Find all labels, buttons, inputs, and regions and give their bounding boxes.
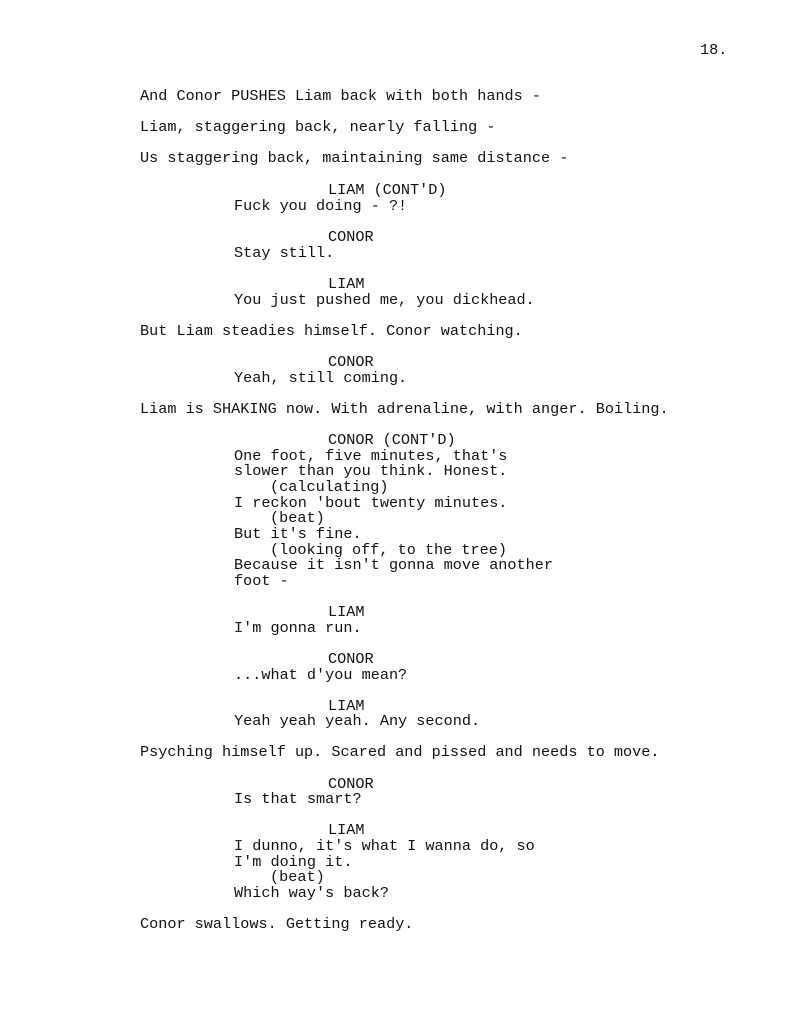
script-parenthetical: (beat) xyxy=(270,509,325,527)
script-character: CONOR xyxy=(328,650,374,668)
script-dialogue: Yeah, still coming. xyxy=(234,369,408,387)
script-dialogue: Stay still. xyxy=(234,244,335,262)
script-dialogue: But it's fine. xyxy=(234,525,362,543)
script-dialogue: I reckon 'bout twenty minutes. xyxy=(234,494,508,512)
script-dialogue: Fuck you doing - ?! xyxy=(234,197,408,215)
page-number: 18. xyxy=(700,41,728,59)
script-action: Liam, staggering back, nearly falling - xyxy=(140,118,496,136)
script-action: And Conor PUSHES Liam back with both hands - xyxy=(140,87,542,105)
script-character: LIAM xyxy=(328,697,365,715)
script-dialogue: I dunno, it's what I wanna do, so xyxy=(234,837,535,855)
script-dialogue: Which way's back? xyxy=(234,884,389,902)
script-character: LIAM xyxy=(328,821,365,839)
script-parenthetical: (looking off, to the tree) xyxy=(270,541,507,559)
script-character: LIAM xyxy=(328,603,365,621)
script-action: But Liam steadies himself. Conor watching. xyxy=(140,322,523,340)
script-character: LIAM xyxy=(328,275,365,293)
script-dialogue: slower than you think. Honest. xyxy=(234,462,508,480)
script-dialogue: I'm doing it. xyxy=(234,853,353,871)
script-action: Us staggering back, maintaining same distance - xyxy=(140,149,569,167)
script-character: CONOR xyxy=(328,228,374,246)
script-dialogue: Is that smart? xyxy=(234,790,362,808)
script-action: Conor swallows. Getting ready. xyxy=(140,915,414,933)
script-parenthetical: (beat) xyxy=(270,868,325,886)
script-dialogue: One foot, five minutes, that's xyxy=(234,447,508,465)
script-character: CONOR (CONT'D) xyxy=(328,431,456,449)
script-dialogue: I'm gonna run. xyxy=(234,619,362,637)
script-action: Psyching himself up. Scared and pissed and needs to move. xyxy=(140,743,660,761)
script-dialogue: Yeah yeah yeah. Any second. xyxy=(234,712,481,730)
script-dialogue: Because it isn't gonna move another xyxy=(234,556,553,574)
script-dialogue: You just pushed me, you dickhead. xyxy=(234,291,535,309)
script-character: CONOR xyxy=(328,353,374,371)
script-dialogue: foot - xyxy=(234,572,289,590)
script-action: Liam is SHAKING now. With adrenaline, with anger. Boiling. xyxy=(140,400,669,418)
script-character: LIAM (CONT'D) xyxy=(328,181,447,199)
script-character: CONOR xyxy=(328,775,374,793)
script-dialogue: ...what d'you mean? xyxy=(234,666,408,684)
script-parenthetical: (calculating) xyxy=(270,478,389,496)
